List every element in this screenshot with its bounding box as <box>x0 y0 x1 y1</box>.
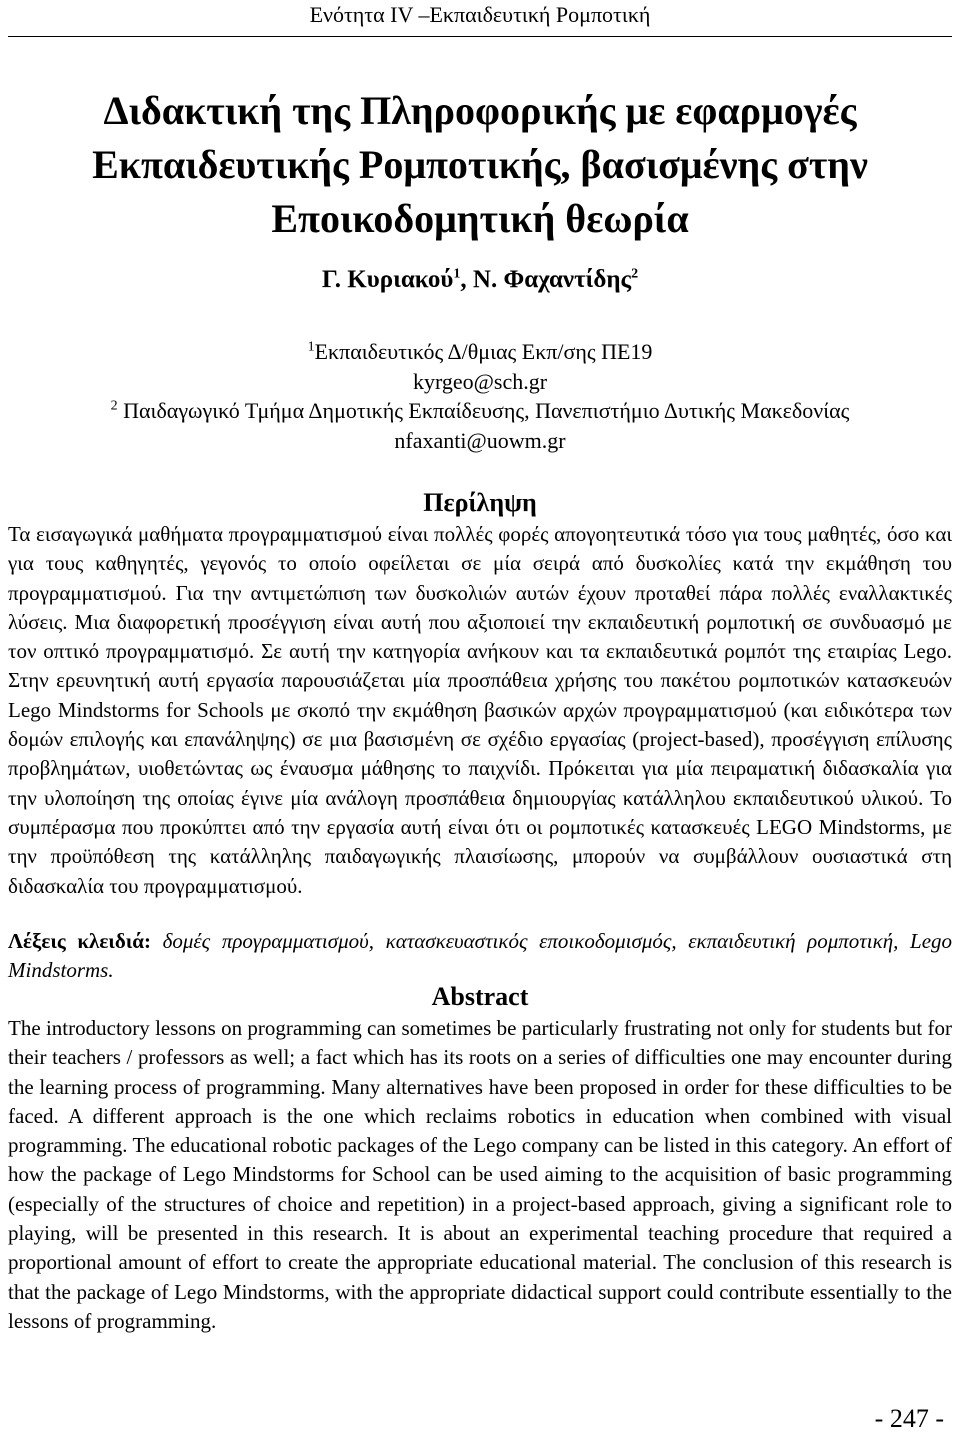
header-rule <box>8 36 952 37</box>
author-affiliation-marker: 1 <box>453 266 461 282</box>
affiliation <box>0 398 960 424</box>
keywords-label: Λέξεις κλειδιά: <box>8 929 151 953</box>
page-number: - 247 - <box>874 1404 944 1433</box>
running-header: Ενότητα IV –Εκπαιδευτική Ρομποτική <box>309 2 651 27</box>
greek-abstract-body: Τα εισαγωγικά μαθήματα προγραμματισμού είναι πολλές φορές απογοητευτικά τόσο για τους μαθητές, όσο και για τους καθηγητές, γεγονός το οποίο οφείλεται σε μία σειρά από δυσκολίες κατά την εκμάθηση του προγραμματισμού. Για την αντιμετώπιση των δυσκολιών αυτών έχουν προταθεί πάρα πολλές εναλλακτικές λύσεις. Μια διαφορετική προσέγγιση είναι αυτή που αξιοποιεί την εκπαιδευτική ρομποτική σε συνδυασμό με τον οπτικό προγραμματισμό. Σε αυτή την κατηγορία ανήκουν και τα εκπαιδευτικά ρομπότ της εταιρίας Lego. Στην ερευνητική αυτή εργασία παρουσιάζεται μία προσπάθεια χρήσης του πακέτου ρομποτικών κατασκευών Lego Mindstorms for Schools με σκοπό την εκμάθηση βασικών αρχών προγραμματισμού (και ειδικότερα των δομών επιλογής και επανάληψης) σε μια βασισμένη σε σχέδιο εργασίας (project-based), προσέγγιση επίλυσης προβλημάτων, υιοθετώντας ως έναυσμα μάθησης το παιχνίδι. Πρόκειται για μία πειραματική διδασκαλία για την υλοποίηση της οποίας έγινε μία ανάλογη προσπάθεια δημιουργίας κατάλληλου εκπαιδευτικού υλικού. Το συμπέρασμα που προκύπτει από την εργασία αυτή είναι ότι οι ρομποτικές κατασκευές LEGO Mindstorms, με την προϋπόθεση της κατάλληλης παιδαγωγικής πλαισίωσης, μπορούν να συμβάλλουν ουσιαστικά στη διδασκαλία του προγραμματισμού. <box>8 522 952 898</box>
affiliation-email: nfaxanti@uowm.gr <box>394 428 566 453</box>
title-line: Διδακτική της Πληροφορικής με εφαρμογές <box>103 88 857 133</box>
affiliation-text: Εκπαιδευτικός Δ/θμιας Εκπ/σης ΠΕ19 <box>314 339 653 364</box>
author-name: Γ. Κυριακού <box>321 266 454 293</box>
author-affiliation-marker: 2 <box>631 266 639 282</box>
affiliation-marker: 1 <box>307 339 315 355</box>
english-abstract-body: The introductory lessons on programming can sometimes be particularly frustrating not only for students but for their teachers / professors as well; a fact which has its roots on a series of difficulties one may encounter during the learning process of programming. Many alternatives have been proposed in order for these difficulties to be faced. A different approach is the one which reclaims robotics in education when combined with visual programming. The educational robotic packages of the Lego company can be listed in this category. An effort of how the package of Lego Mindstorms for School can be used aiming to the acquisition of basic programming (especially of the structures of choice and repetition) in a project-based approach, giving a significant role to playing, will be presented in this research. It is about an experimental teaching procedure that required a proportional amount of effort to create the appropriate educational material. The conclusion of this research is that the package of Lego Mindstorms, with the appropriate didactical support could contribute essentially to the lessons of programming. <box>8 1016 952 1333</box>
keywords-text: δομές προγραμματισμού, κατασκευαστικός εποικοδομισμός, εκπαιδευτική ρομποτική, Lego Mindstorms. <box>8 929 953 983</box>
author-separator: , <box>460 266 473 293</box>
affiliation-email: kyrgeo@sch.gr <box>412 369 548 394</box>
title-line: Εποικοδομητική θεωρία <box>271 196 689 241</box>
affiliation <box>0 339 960 365</box>
english-abstract-heading: Abstract <box>431 982 529 1011</box>
affiliation-text: Παιδαγωγικό Τμήμα Δημοτικής Εκπαίδευσης, Πανεπιστήμιο Δυτικής Μακεδονίας <box>123 398 850 423</box>
title-line: Εκπαιδευτικής Ρομποτικής, βασισμένης στην <box>92 142 868 187</box>
paper-title <box>0 84 960 246</box>
greek-abstract-heading: Περίληψη <box>423 488 537 517</box>
authors <box>0 266 960 294</box>
author-name: Ν. Φαχαντίδης <box>472 266 632 293</box>
keywords <box>8 927 952 986</box>
affiliation-marker: 2 <box>110 398 118 414</box>
